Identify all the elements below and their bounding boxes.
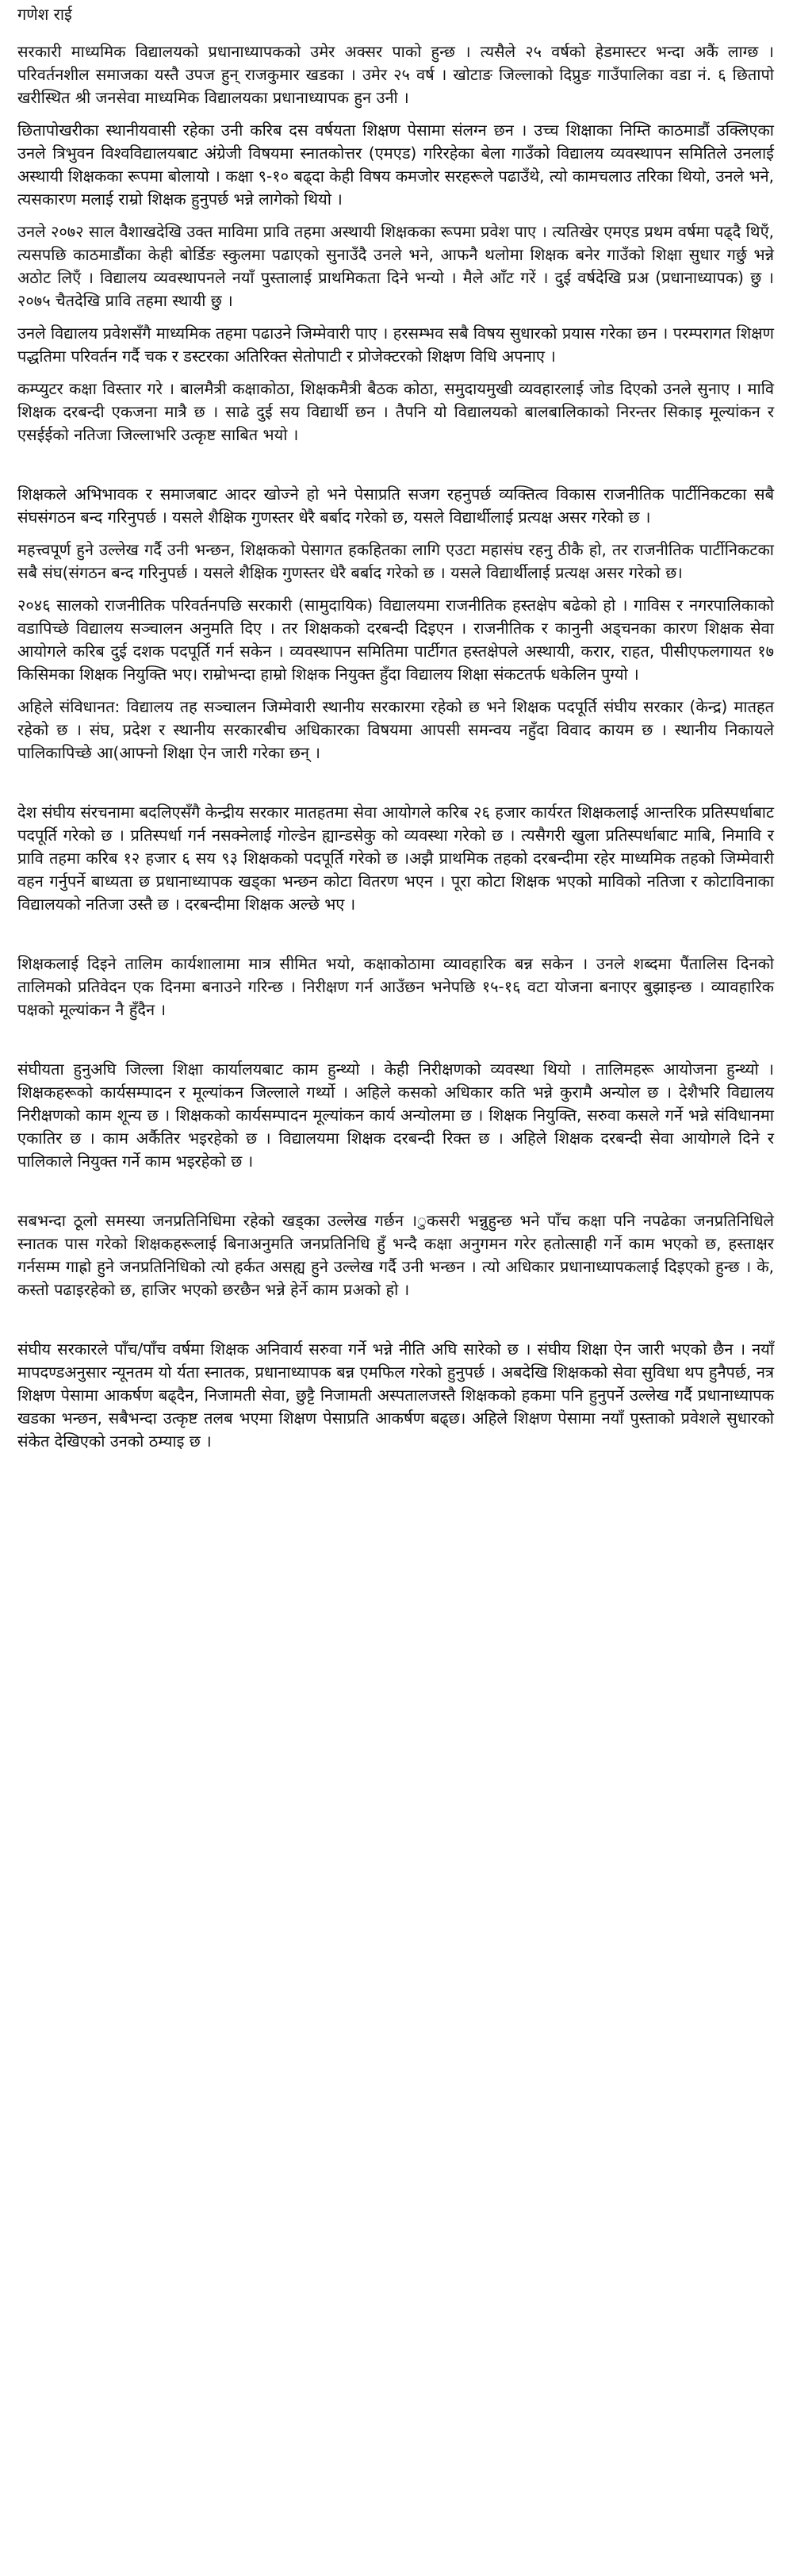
paragraph-intro: सरकारी माध्यमिक विद्यालयको प्रधानाध्यापकको उमेर अक्सर पाको हुन्छ । त्यसैले २५ वर्षको हेडमास्टर भन्दा अकैं लाग्छ । परिवर्तनशील समाजका यस्तै उपज हुन् राजकुमार खडका । उमेर २५ वर्ष । खोटाङ जिल्लाको दिप्रुङ गाउँपालिका वडा नं. ६ छितापो खरीस्थित श्री जनसेवा माध्यमिक विद्यालयका प्रधानाध्यापक हुन उनी । <box>17 42 774 107</box>
paragraph-training: शिक्षकलाई दिइने तालिम कार्यशालामा मात्र सीमित भयो, कक्षाकोठामा व्यावहारिक बन्न सकेन । उनले शब्दमा पैंतालिस दिनको तालिमको प्रतिवेदन एक दिनमा बनाउने गरिन्छ । निरीक्षण गर्न आउँछन भनेपछि १५-१६ वटा योजना बनाएर बुझाइन्छ । व्यावहारिक पक्षको मूल्यांकन नै हुँदैन । <box>17 954 774 1019</box>
paragraph-federal-structure: देश संघीय संरचनामा बदलिएसँगै केन्द्रीय सरकार मातहतमा सेवा आयोगले करिब २६ हजार कार्यरत शिक्षकलाई आन्तरिक प्रतिस्पर्धाबाट पदपूर्ति गरेको छ । प्रतिस्पर्धा गर्न नसक्नेलाई गोल्डेन ह्यान्डसेकु को व्यवस्था गरेको छ । त्यसैगरी खुला प्रतिस्पर्धाबाट माबि, निमावि र प्रावि तहमा करिब १२ हजार ६ सय ९३ शिक्षकको पदपूर्ति गरेको छ ।अझै प्राथमिक तहको दरबन्दीमा रहेर माध्यमिक तहको जिम्मेवारी वहन गर्नुपर्ने बाध्यता छ प्रधानाध्यापक खड्का भन्छन कोटा वितरण भएन । पूरा कोटा शिक्षक भएको माविको नतिजा र कोटाविनाका विद्यालयको नतिजा उस्तै छ । दरबन्दीमा शिक्षक अल्छे भए । <box>17 803 774 914</box>
paragraph-representatives: सबभन्दा ठूलो समस्या जनप्रतिनिधिमा रहेको खड्का उल्लेख गर्छन ।ुकसरी भन्नुहुन्छ भने पाँच कक्षा पनि नपढेका जनप्रतिनिधिले स्नातक पास गरेको शिक्षकहरूलाई बिनाअनुमति जनप्रतिनिधि हुँ भन्दै कक्षा अनुगमन गरेर हतोत्साही गर्ने काम भएको छ, हस्ताक्षर गर्नसम्म गाह्रो हुने जनप्रतिनिधिको त्यो हर्कत असह्य हुने उल्लेख गर्दै उनी भन्छन । त्यो अधिकार प्रधानाध्यापकलाई दिइएको हुन्छ । के, कस्तो पढाइरहेको छ, हाजिर भएको छरछैन भन्ने हेर्ने काम प्रअको हो । <box>17 1211 774 1299</box>
author-name: गणेश राई <box>17 5 72 24</box>
paragraph-inspection: संघीयता हुनुअघि जिल्ला शिक्षा कार्यालयबाट काम हुन्थ्यो । केही निरीक्षणको व्यवस्था थियो । तालिमहरू आयोजना हुन्थ्यो । शिक्षकहरूको कार्यसम्पादन र मूल्यांकन जिल्लाले गर्थ्यो । अहिले कसको अधिकार कति भन्ने कुरामै अन्योल छ । देशैभरि विद्यालय निरीक्षणको काम शून्य छ । शिक्षकको कार्यसम्पादन मूल्यांकन कार्य अन्योलमा छ । शिक्षक नियुक्ति, सरुवा कसले गर्ने भन्ने संविधानमा एकातिर छ । काम अर्कैतिर भइरहेको छ । विद्यालयमा शिक्षक दरबन्दी रिक्त छ । अहिले शिक्षक दरबन्दी सेवा आयोगले दिने र पालिकाले नियुक्त गर्ने काम भइरहेको छ । <box>17 1060 774 1171</box>
paragraph-teacher-conduct: शिक्षकले अभिभावक र समाजबाट आदर खोज्ने हो भने पेसाप्रति सजग रहनुपर्छ व्यक्तित्व विकास राजनीतिक पार्टीनिकटका सबै संघसंगठन बन्द गरिनुपर्छ । यसले शैक्षिक गुणस्तर धेरै बर्बाद गरेको छ, यसले विद्यार्थीलाई प्रत्यक्ष असर गरेको छ । <box>17 485 774 527</box>
paragraph-unions: महत्त्वपूर्ण हुने उल्लेख गर्दै उनी भन्छन, शिक्षकको पेसागत हकहितका लागि एउटा महासंघ रहनु ठीकै हो, तर राजनीतिक पार्टीनिकटका सबै संघ(संगठन बन्द गरिनुपर्छ । यसले शैक्षिक गुणस्तर धेरै बर्बाद गरेको छ । यसले विद्यार्थीलाई प्रत्यक्ष असर गरेको छ। <box>17 540 774 582</box>
paragraph-political-change: २०४६ सालको राजनीतिक परिवर्तनपछि सरकारी (सामुदायिक) विद्यालयमा राजनीतिक हस्तक्षेप बढेको हो । गाविस र नगरपालिकाको वडापिच्छे विद्यालय सञ्चालन अनुमति दिए । तर शिक्षकको दरबन्दी दिइएन । राजनीतिक र कानुनी अड्चनका कारण शिक्षक सेवा आयोगले करिब दुई दशक पदपूर्ति गर्न सकेन । व्यवस्थापन समितिमा पार्टीगत हस्तक्षेपले अस्थायी, करार, राहत, पीसीएफलगायत १७ किसिमका शिक्षक नियुक्ति भए। राम्रोभन्दा हाम्रो शिक्षक नियुक्त हुँदा विद्यालय शिक्षा संकटतर्फ धकेलिन पुग्यो । <box>17 596 774 684</box>
paragraph-constitution: अहिले संविधानत: विद्यालय तह सञ्चालन जिम्मेवारी स्थानीय सरकारमा रहेको छ भने शिक्षक पदपूर्ति संघीय सरकार (केन्द्र) मातहत रहेको छ । संघ, प्रदेश र स्थानीय सरकारबीच अधिकारका विषयमा आपसी समन्वय नहुँदा विवाद कायम छ । स्थानीय निकायले पालिकापिच्छे आ(आफ्नो शिक्षा ऐन जारी गरेका छन् । <box>17 697 774 762</box>
paragraph-reforms: उनले विद्यालय प्रवेशसँगै माध्यमिक तहमा पढाउने जिम्मेवारी पाए । हरसम्भव सबै विषय सुधारको प्रयास गरेका छन । परम्परागत शिक्षण पद्धतिमा परिवर्तन गर्दै चक र डस्टरका अतिरिक्त सेतोपाटी र प्रोजेक्टरको शिक्षण विधि अपनाए । <box>17 324 774 366</box>
paragraph-transfer-policy: संघीय सरकारले पाँच/पाँच वर्षमा शिक्षक अनिवार्य सरुवा गर्ने भन्ने नीति अघि सारेको छ । संघीय शिक्षा ऐन जारी भएको छैन । नयाँ मापदण्डअनुसार न्यूनतम यो र्यता स्नातक, प्रधानाध्यापक बन्न एमफिल गरेको हुनुपर्छ । अबदेखि शिक्षकको सेवा सुविधा थप हुनैपर्छ, नत्र शिक्षण पेसामा आकर्षण बढ्दैन, निजामती सेवा, छुट्टै निजामती अस्पतालजस्तै शिक्षकको हकमा पनि हुनुपर्ने उल्लेख गर्दै प्रधानाध्यापक खडका भन्छन, सबैभन्दा उत्कृष्ट तलब भएमा शिक्षण पेसाप्रति आकर्षण बढ्छ। अहिले शिक्षण पेसामा नयाँ पुस्ताको प्रवेशले सुधारको संकेत देखिएको उनको ठम्याइ छ । <box>17 1340 774 1451</box>
paragraph-background: छितापोखरीका स्थानीयवासी रहेका उनी करिब दस वर्षयता शिक्षण पेसामा संलग्न छन । उच्च शिक्षाका निम्ति काठमाडौं उक्लिएका उनले त्रिभुवन विश्वविद्यालयबाट अंग्रेजी विषयमा स्नातकोत्तर (एमएड) गरिरहेका बेला गाउँको विद्यालय व्यवस्थापन समितिले उनलाई अस्थायी शिक्षकका रूपमा बोलायो । कक्षा ९-१० बढ्दा केही विषय कमजोर सरहरूले पढाउँथे, त्यो कामचलाउ तरिका थियो, उनले भने, त्यसकारण मलाई राम्रो शिक्षक हुनुपर्छ भन्ने लागेको थियो । <box>17 121 774 209</box>
paragraph-results: कम्प्युटर कक्षा विस्तार गरे । बालमैत्री कक्षाकोठा, शिक्षकमैत्री बैठक कोठा, समुदायमुखी व्यवहारलाई जोड दिएको उनले सुनाए । मावि शिक्षक दरबन्दी एकजना मात्रै छ । साढे दुई सय विद्यार्थी छन । तैपनि यो विद्यालयको बालबालिकाको निरन्तर सिकाइ मूल्यांकन र एसईईको नतिजा जिल्लाभरि उत्कृष्ट साबित भयो । <box>17 379 774 444</box>
paragraph-entry: उनले २०७२ साल वैशाखदेखि उक्त माविमा प्रावि तहमा अस्थायी शिक्षकका रूपमा प्रवेश पाए । त्यतिखेर एमएड प्रथम वर्षमा पढ्दै थिएँ, त्यसपछि काठमाडौंका केही बोर्डिङ स्कुलमा पढाएको सुनाउँदै उनले भने, आफनै थलोमा शिक्षक बनेर गाउँको शिक्षा सुधार गर्छु भन्ने अठोट लिएँ । विद्यालय व्यवस्थापनले नयाँ पुस्तालाई प्राथमिकता दिने भन्यो । मैले आँट गरें । दुई वर्षदेखि प्रअ (प्रधानाध्यापक) छु । २०७५ चैतदेखि प्रावि तहमा स्थायी छु । <box>17 222 774 310</box>
